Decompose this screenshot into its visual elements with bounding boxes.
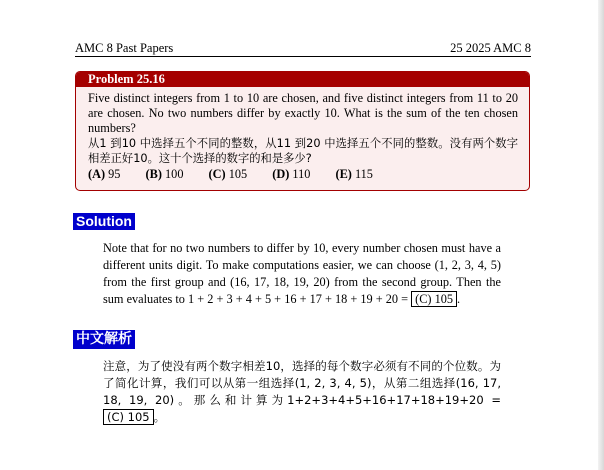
solution-end-punct: . [457, 292, 461, 306]
choice-letter: (E) [335, 167, 352, 181]
chinese-solution-end-punct: 。 [153, 410, 166, 424]
choice-letter: (C) [208, 167, 226, 181]
chinese-solution-body: 注意，为了使没有两个数字相差10，选择的每个数字必须有不同的个位数。为了简化计算，我们可以从第一组选择(1, 2, 3, 4, 5)，从第二组选择(16, 17, 18, 19, 20)。那么和计算为1+2+3+4+5+16+17+18+19+20 = [103, 359, 501, 407]
boxed-answer: (C) 105 [411, 291, 457, 307]
solution-body: Note that for no two numbers to differ by 10, every number chosen must have a different units digit. To make computations easier, we can choose (1, 2, 3, 4, 5) from the first group and (16, 17, 18, 19, 20) from the second group. Then the sum evaluates to 1 + 2 + 3 + 4 + 5 + 16 + 17 + 18 + 19 + 20 = [103, 241, 501, 306]
choice-value: 100 [165, 167, 184, 181]
choice-e [335, 166, 372, 182]
choice-d [272, 166, 310, 182]
header-title: AMC 8 Past Papers [75, 41, 174, 55]
choice-value: 95 [108, 167, 121, 181]
choice-value: 115 [354, 167, 373, 181]
problem-box [75, 71, 530, 191]
choice-c [209, 166, 248, 182]
problem-text-en: Five distinct integers from 1 to 10 are chosen, and five distinct integers from 11 to 20 are chosen. No two numbers differ by exactly 10. What is the sum of the ten chosen numbers? [88, 91, 518, 135]
chinese-solution-heading: 中文解析 [73, 330, 135, 349]
choice-letter: (D) [272, 167, 290, 181]
page-header [75, 40, 531, 57]
page-edge [598, 0, 604, 470]
choice-a [88, 166, 120, 182]
answer-choices [88, 166, 518, 182]
chinese-solution-text [103, 358, 501, 426]
choice-value: 110 [292, 167, 311, 181]
solution-text [103, 240, 501, 308]
problem-title: Problem 25.16 [76, 72, 529, 87]
header-page-info: 25 2025 AMC 8 [450, 41, 531, 55]
choice-value: 105 [228, 167, 248, 181]
choice-letter: (B) [145, 167, 162, 181]
problem-body [76, 87, 529, 182]
solution-heading: Solution [73, 213, 135, 230]
problem-text-zh: 从1 到10 中选择五个不同的整数，从11 到20 中选择五个不同的整数。没有两个数字相差正好10。这十个选择的数字的和是多少? [88, 137, 518, 165]
choice-letter: (A) [88, 167, 106, 181]
chinese-boxed-answer: (C) 105 [103, 409, 154, 425]
choice-b [146, 166, 184, 182]
